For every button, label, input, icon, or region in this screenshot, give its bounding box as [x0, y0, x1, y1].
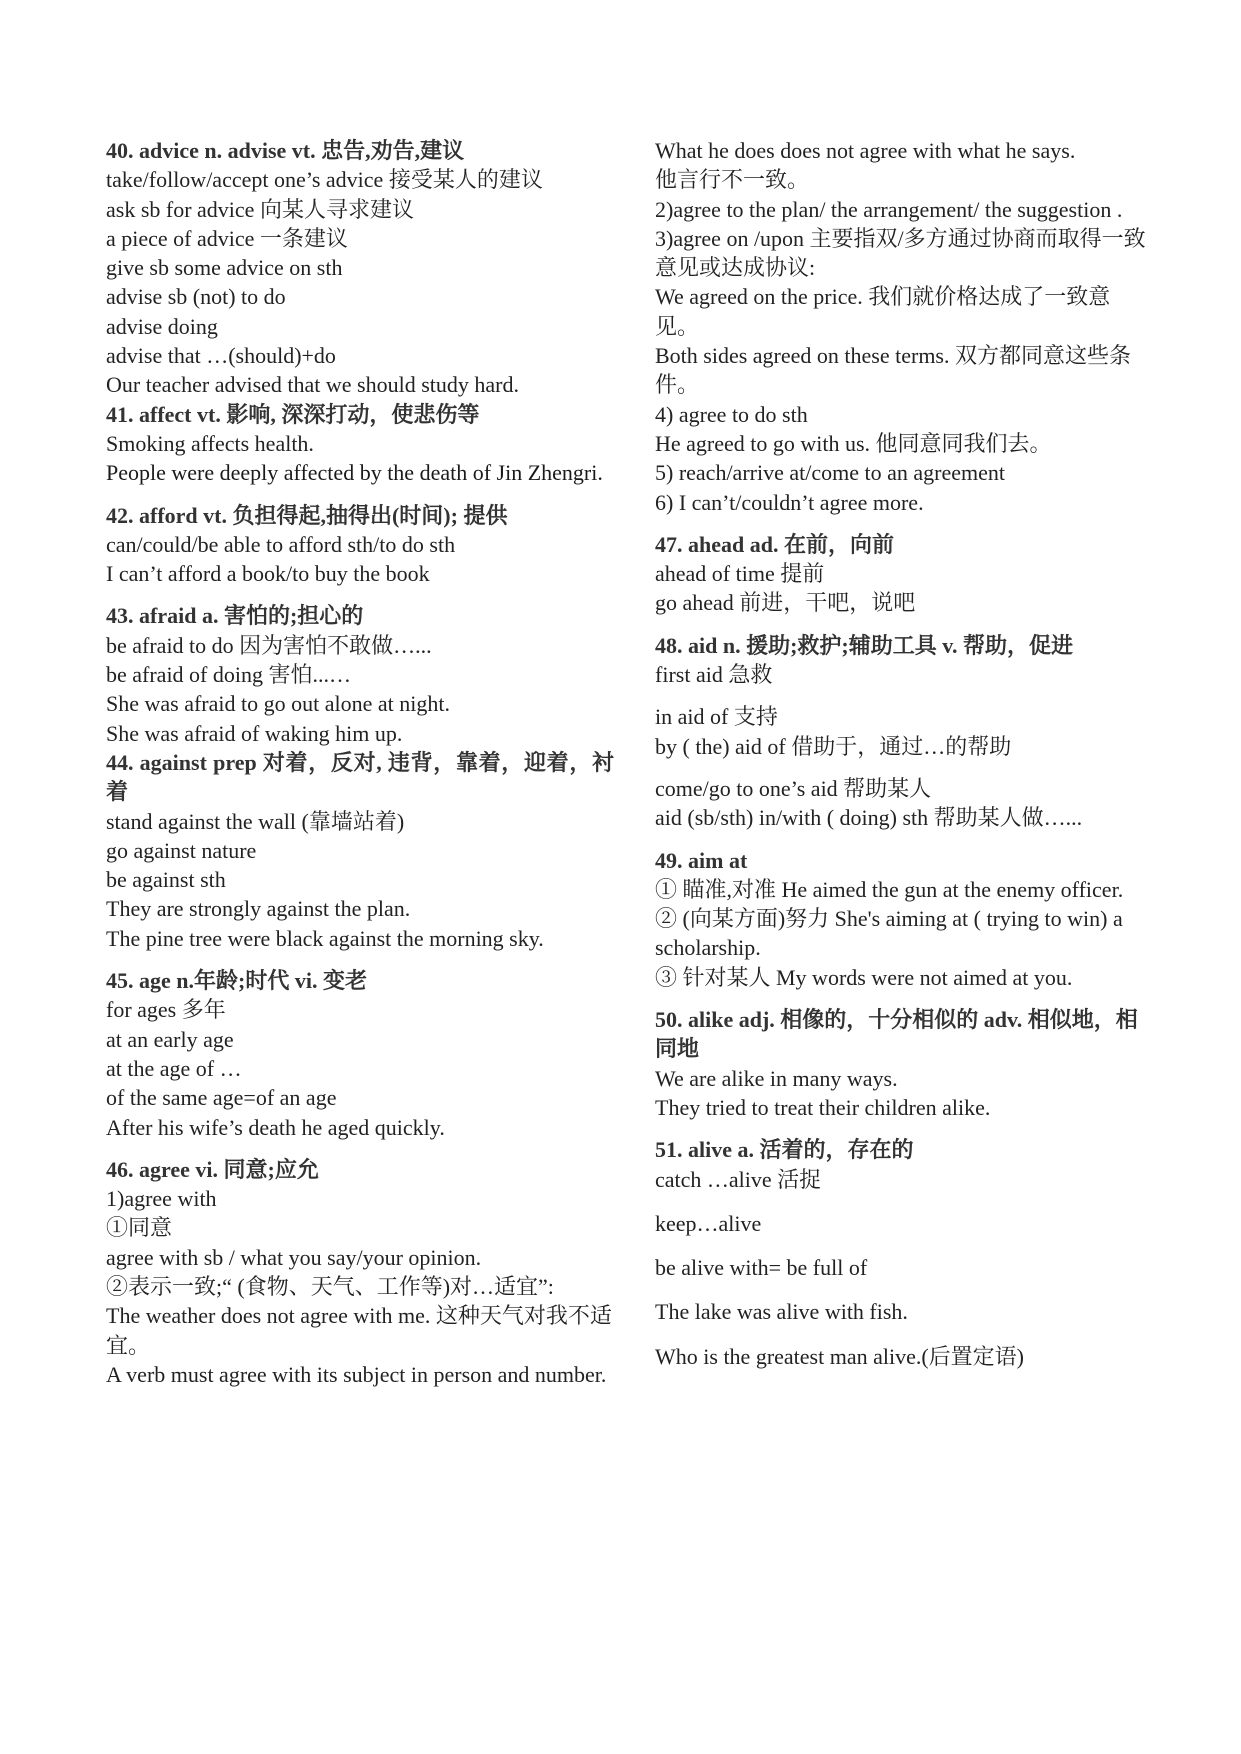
example-line: We agreed on the price. 我们就价格达成了一致意见。 — [655, 284, 1111, 339]
example-line: ② (向某方面)努力 She's aiming at ( trying to win) a scholarship. — [655, 906, 1123, 961]
example-line: be afraid of doing 害怕...… — [106, 662, 351, 688]
entry-heading: 45. age n.年龄;时代 vi. 变老 — [106, 968, 367, 994]
example-line: go against nature — [106, 837, 257, 863]
example-line: We are alike in many ways. — [655, 1065, 898, 1091]
example-line: keep…alive — [655, 1210, 762, 1236]
example-line: give sb some advice on sth — [106, 255, 343, 281]
example-line: Both sides agreed on these terms. 双方都同意这些条件。 — [655, 343, 1131, 398]
example-line: stand against the wall (靠墙站着) — [106, 808, 405, 834]
example-line: 3)agree on /upon 主要指双/多方通过协商而取得一致意见或达成协议: — [655, 225, 1146, 281]
example-line: The pine tree were black against the morning sky. — [106, 925, 544, 951]
example-line: advise doing — [106, 313, 218, 339]
example-line: agree with sb / what you say/your opinion. — [106, 1244, 482, 1270]
example-line: for ages 多年 — [106, 997, 226, 1023]
entry-heading: 51. alive a. 活着的，存在的 — [655, 1137, 914, 1163]
entry-spacer — [655, 689, 1147, 702]
entry-heading: 49. aim at — [655, 847, 748, 873]
entry-spacer — [106, 488, 614, 501]
example-line: in aid of 支持 — [655, 704, 778, 730]
example-line: 1)agree with — [106, 1186, 217, 1212]
example-line: be against sth — [106, 867, 226, 893]
entry-spacer — [655, 1327, 1147, 1342]
entry-heading: 47. ahead ad. 在前，向前 — [655, 531, 894, 557]
example-line: 4) agree to do sth — [655, 401, 808, 427]
example-line: 2)agree to the plan/ the arrangement/ the suggestion . — [655, 196, 1123, 222]
example-line: ① 瞄准,对准 He aimed the gun at the enemy officer. — [655, 876, 1124, 902]
example-line: A verb must agree with its subject in person and number. — [106, 1361, 607, 1387]
example-line: What he does does not agree with what he says. — [655, 138, 1076, 163]
example-line: ②表示一致;“ (食物、天气、工作等)对…适宜”: — [106, 1273, 554, 1299]
example-line: They tried to treat their children alike. — [655, 1094, 991, 1120]
entry-heading: 44. against prep 对着，反对, 违背，靠着，迎着，衬着 — [106, 749, 614, 805]
example-line: 他言行不一致。 — [655, 167, 810, 193]
example-line: take/follow/accept one’s advice 接受某人的建议 — [106, 167, 543, 193]
example-line: She was afraid of waking him up. — [106, 720, 403, 746]
entry-heading: 41. affect vt. 影响, 深深打动，使悲伤等 — [106, 401, 480, 427]
example-line: aid (sb/sth) in/with ( doing) sth 帮助某人做…... — [655, 805, 1083, 831]
entry-spacer — [106, 953, 614, 966]
example-line: Who is the greatest man alive.(后置定语) — [655, 1343, 1025, 1369]
entry-spacer — [655, 1194, 1147, 1209]
right-column — [655, 136, 1147, 1371]
entry-spacer — [655, 618, 1147, 631]
example-line: by ( the) aid of 借助于，通过…的帮助 — [655, 733, 1012, 759]
example-line: ①同意 — [106, 1215, 173, 1241]
example-line: ask sb for advice 向某人寻求建议 — [106, 196, 414, 222]
example-line: He agreed to go with us. 他同意同我们去。 — [655, 430, 1052, 456]
example-line: be afraid to do 因为害怕不敢做…... — [106, 632, 432, 658]
entry-spacer — [655, 1238, 1147, 1253]
example-line: come/go to one’s aid 帮助某人 — [655, 775, 932, 801]
example-line: a piece of advice 一条建议 — [106, 225, 348, 251]
example-line: 5) reach/arrive at/come to an agreement — [655, 460, 1005, 486]
example-line: advise sb (not) to do — [106, 284, 286, 310]
entry-spacer — [655, 992, 1147, 1005]
example-line: go ahead 前进，干吧，说吧 — [655, 590, 916, 616]
example-line: Smoking affects health. — [106, 430, 314, 456]
example-line: I can’t afford a book/to buy the book — [106, 561, 430, 587]
example-line: can/could/be able to afford sth/to do sth — [106, 531, 456, 557]
example-line: at the age of … — [106, 1055, 242, 1081]
example-line: ③ 针对某人 My words were not aimed at you. — [655, 964, 1073, 990]
example-line: People were deeply affected by the death of Jin Zhengri. — [106, 460, 603, 486]
entry-spacer — [655, 517, 1147, 530]
example-line: She was afraid to go out alone at night. — [106, 691, 450, 717]
example-line: first aid 急救 — [655, 662, 773, 688]
entry-heading: 46. agree vi. 同意;应允 — [106, 1156, 319, 1182]
entry-spacer — [106, 588, 614, 601]
entry-spacer — [655, 761, 1147, 774]
entry-heading: 40. advice n. advise vt. 忠告,劝告,建议 — [106, 138, 465, 163]
entry-heading: 48. aid n. 援助;救护;辅助工具 v. 帮助，促进 — [655, 632, 1074, 658]
left-column — [106, 136, 614, 1389]
example-line: be alive with= be full of — [655, 1255, 868, 1281]
example-line: After his wife’s death he aged quickly. — [106, 1114, 445, 1140]
example-line: catch …alive 活捉 — [655, 1166, 822, 1192]
example-line: of the same age=of an age — [106, 1085, 337, 1111]
example-line: ahead of time 提前 — [655, 561, 825, 587]
example-line: Our teacher advised that we should study hard. — [106, 372, 519, 398]
entry-spacer — [655, 1282, 1147, 1297]
entry-spacer — [106, 1142, 614, 1155]
example-line: at an early age — [106, 1026, 234, 1052]
entry-heading: 43. afraid a. 害怕的;担心的 — [106, 603, 364, 629]
example-line: The weather does not agree with me. 这种天气对我不适宜。 — [106, 1303, 612, 1358]
example-line: advise that …(should)+do — [106, 343, 336, 369]
entry-spacer — [655, 1122, 1147, 1135]
example-line: They are strongly against the plan. — [106, 896, 411, 922]
example-line: The lake was alive with fish. — [655, 1299, 908, 1325]
example-line: 6) I can’t/couldn’t agree more. — [655, 489, 924, 515]
entry-spacer — [655, 833, 1147, 846]
entry-heading: 50. alike adj. 相像的，十分相似的 adv. 相似地，相同地 — [655, 1007, 1138, 1062]
entry-heading: 42. afford vt. 负担得起,抽得出(时间); 提供 — [106, 502, 508, 528]
